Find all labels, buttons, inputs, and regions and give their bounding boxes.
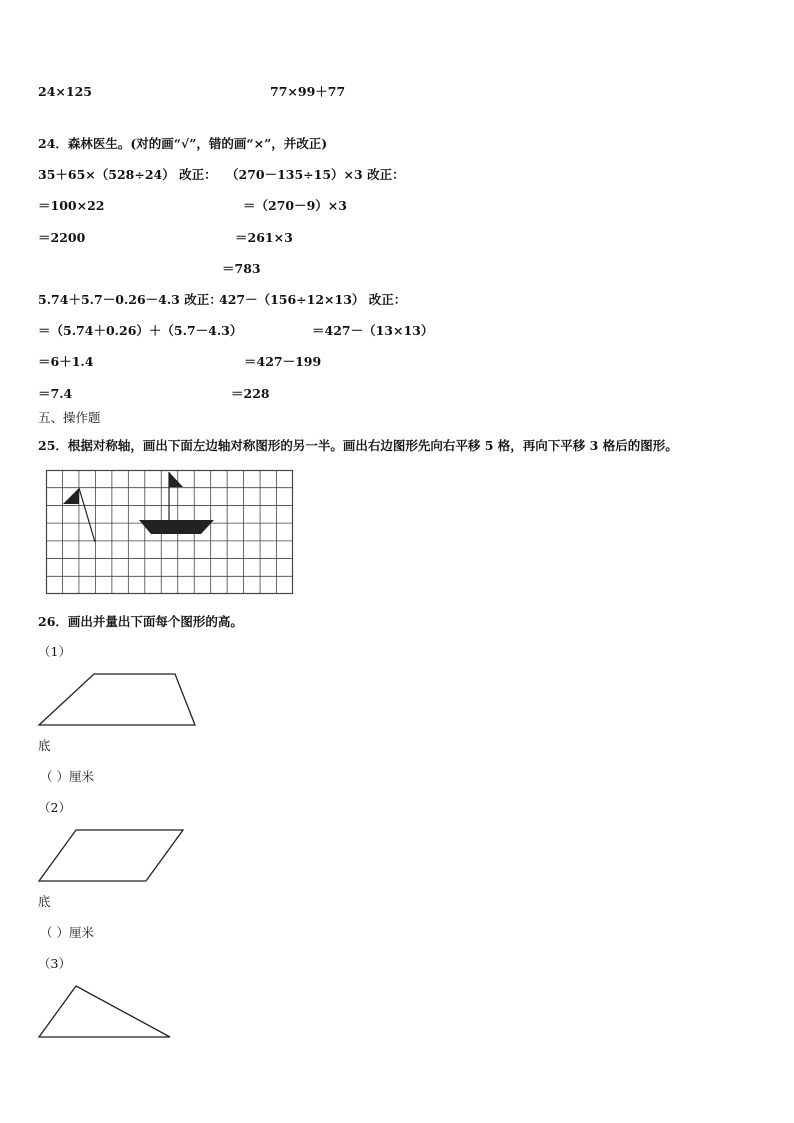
triangle-shape bbox=[38, 984, 174, 1040]
q24-b-head: （270－135÷15）×3 改正： bbox=[226, 167, 405, 182]
q24-a-line-2: ＝2200 bbox=[38, 230, 86, 245]
trapezoid-shape bbox=[38, 672, 198, 728]
q26-title: 26．画出并量出下面每个图形的高。 bbox=[38, 614, 243, 629]
flag-triangle bbox=[169, 472, 183, 487]
q25-text: 25．根据对称轴，画出下面左边轴对称图形的另一半。画出右边图形先向右平移 5 格，再向下平移 3 格后的图形。 bbox=[38, 438, 678, 453]
q26-2-label: （2） bbox=[38, 800, 71, 815]
q24-title: 24．森林医生。(对的画“√”，错的画“×”，并改正) bbox=[38, 136, 328, 151]
left-half-triangle bbox=[63, 488, 79, 504]
q26-3-label: （3） bbox=[38, 956, 71, 971]
q24-d-line-1: ＝427－（13×13） bbox=[312, 323, 434, 338]
expr-24x125: 24×125 bbox=[38, 84, 92, 99]
symmetry-axis bbox=[79, 488, 95, 542]
q24-a-line-1: ＝100×22 bbox=[38, 198, 105, 213]
q26-2-answer: （ ）厘米 bbox=[40, 925, 94, 940]
q26-1-base-label: 底 bbox=[38, 738, 51, 753]
q24-b-line-3: ＝783 bbox=[222, 261, 261, 276]
section-5-title: 五、操作题 bbox=[38, 410, 101, 425]
q24-d-line-3: ＝228 bbox=[231, 386, 270, 401]
q26-1-label: （1） bbox=[38, 644, 71, 659]
q24-b-line-1: ＝（270－9）×3 bbox=[243, 198, 347, 213]
q24-c-head: 5.74＋5.7－0.26－4.3 改正： bbox=[38, 292, 222, 307]
q24-a-head: 35＋65×（528÷24） 改正： bbox=[38, 167, 217, 182]
boat-trapezoid bbox=[139, 520, 214, 534]
q24-b-line-2: ＝261×3 bbox=[235, 230, 293, 245]
q24-c-line-1: ＝（5.74＋0.26）＋（5.7－4.3） bbox=[38, 323, 243, 338]
q25-grid-figure bbox=[46, 470, 294, 595]
q24-d-head: 427－（156÷12×13） 改正： bbox=[219, 292, 407, 307]
q24-c-line-2: ＝6＋1.4 bbox=[38, 354, 94, 369]
q26-2-base-label: 底 bbox=[38, 894, 51, 909]
q24-d-line-2: ＝427－199 bbox=[244, 354, 322, 369]
q26-1-answer: （ ）厘米 bbox=[40, 769, 94, 784]
q24-c-line-3: ＝7.4 bbox=[38, 386, 73, 401]
expr-77x99-plus-77: 77×99＋77 bbox=[270, 84, 346, 99]
parallelogram-shape bbox=[38, 828, 186, 884]
